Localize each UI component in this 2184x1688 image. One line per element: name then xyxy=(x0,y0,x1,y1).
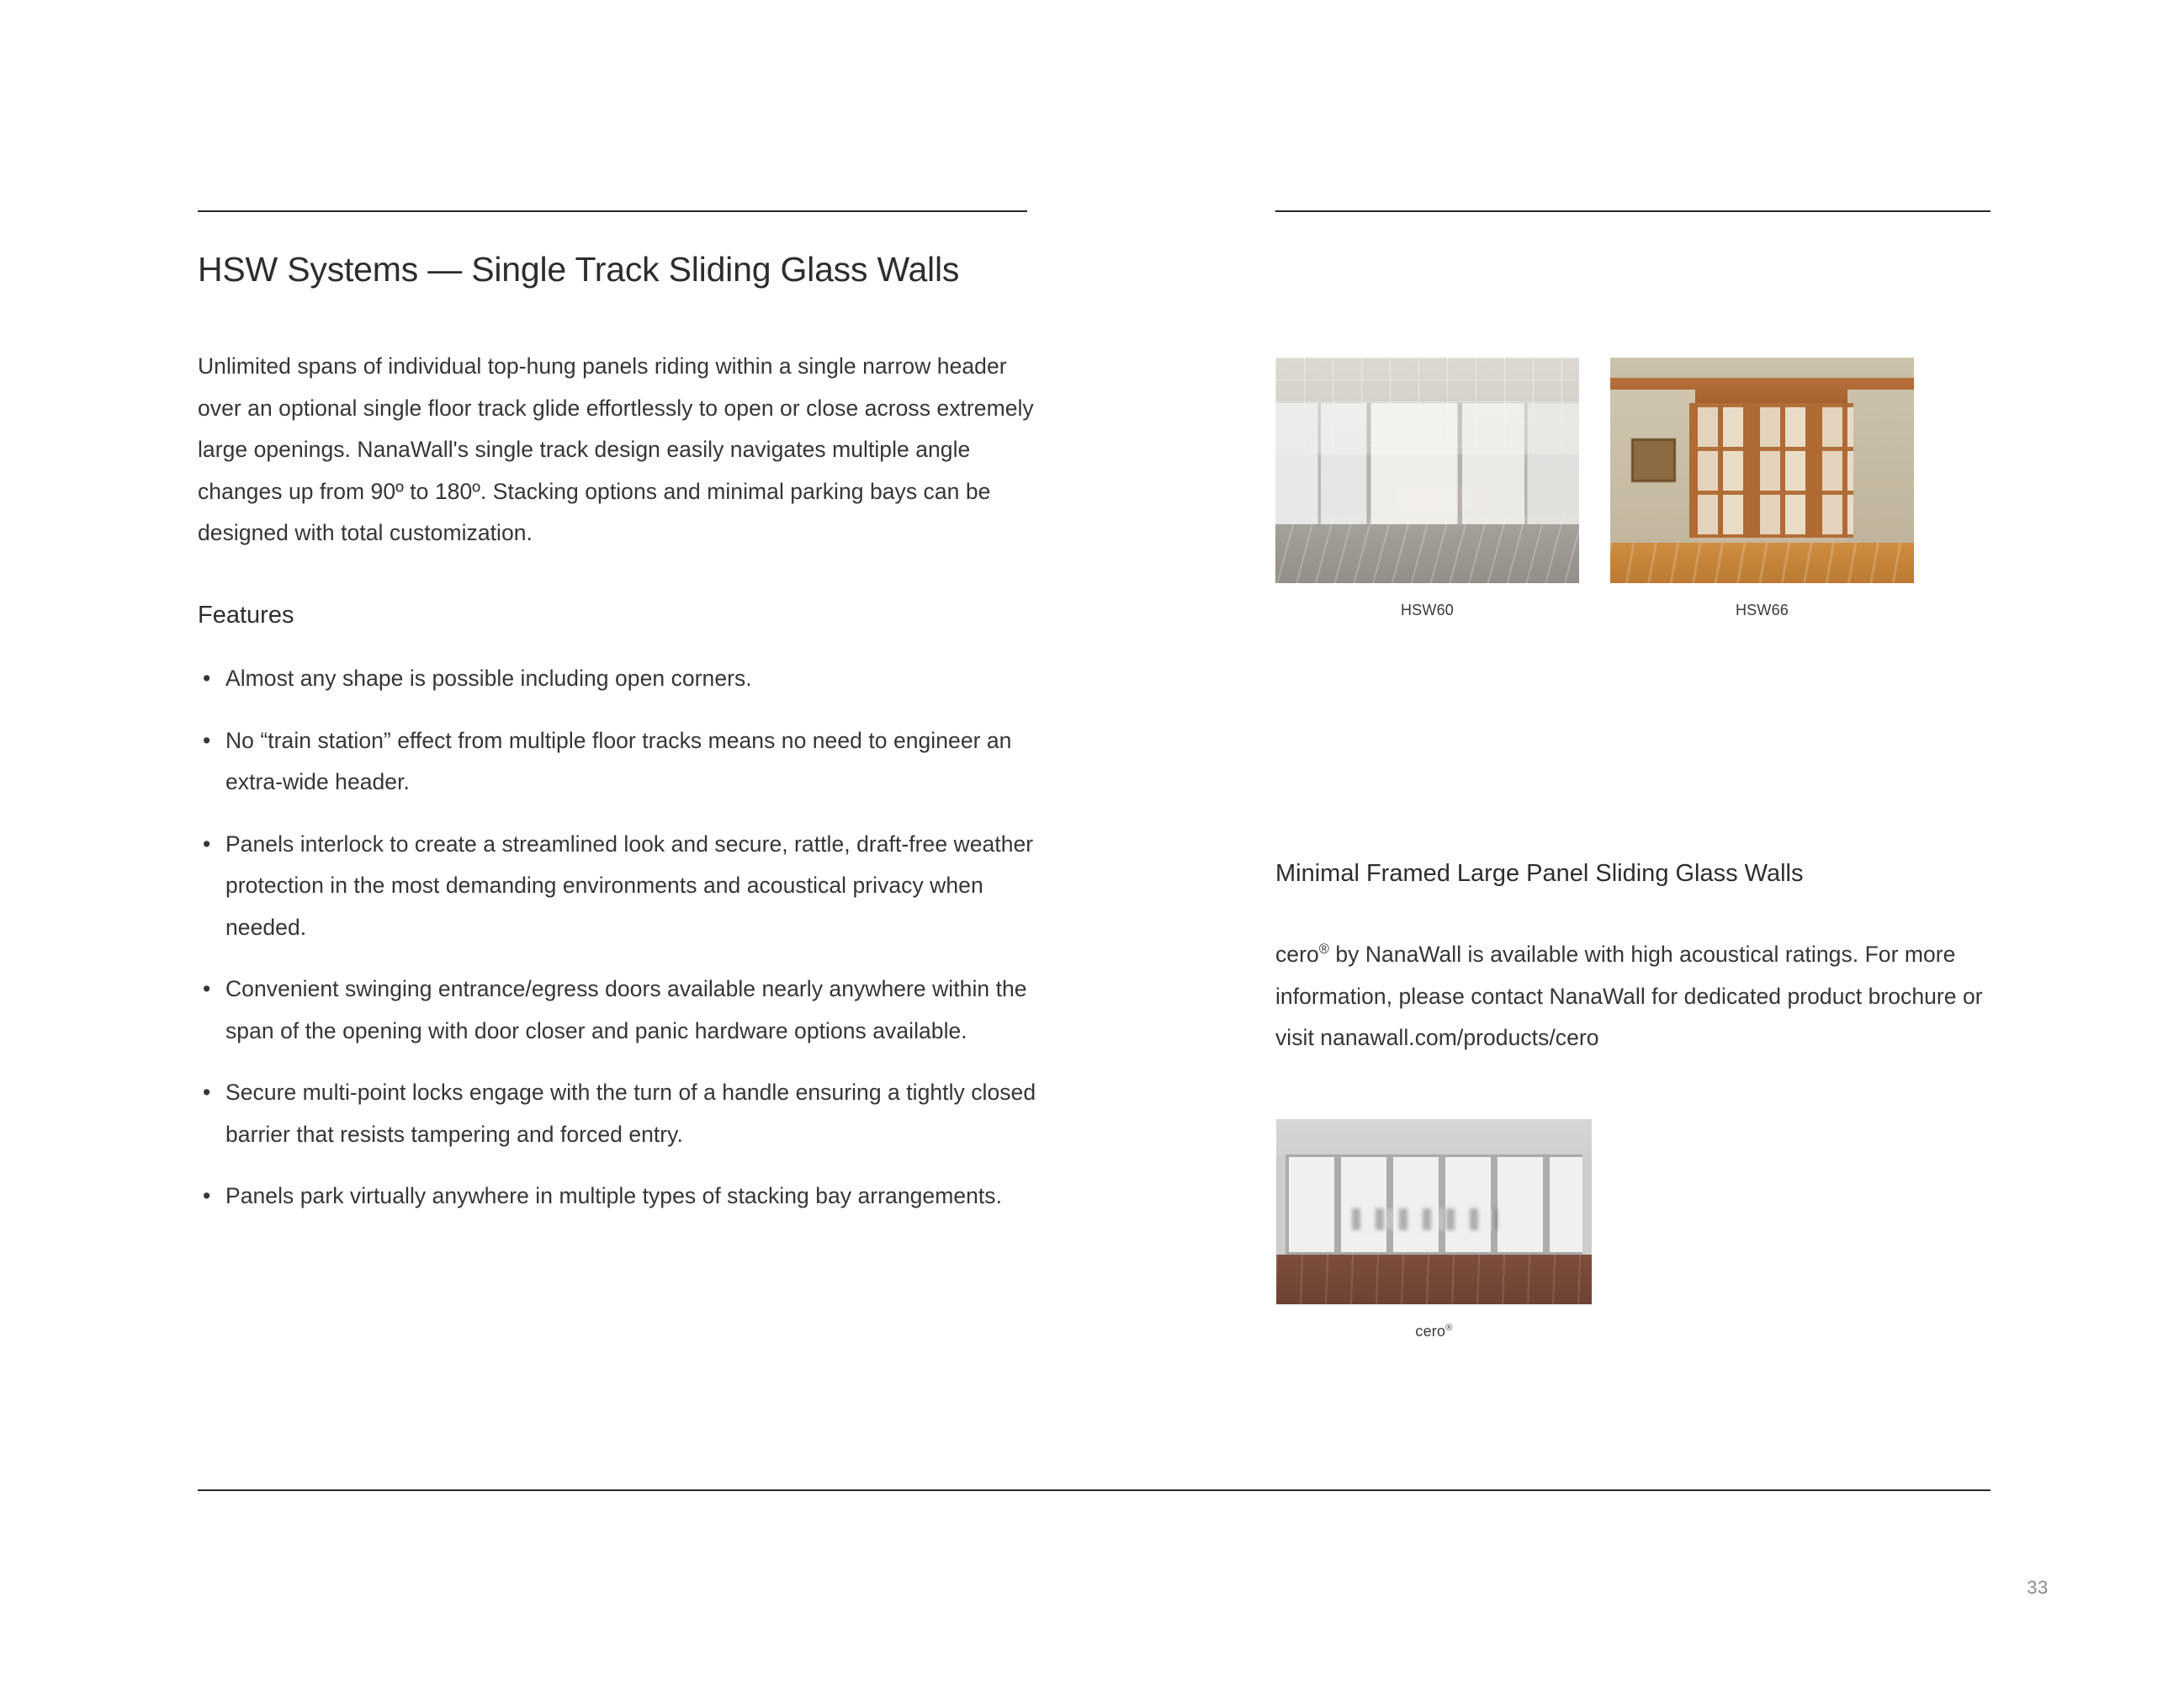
page-title: HSW Systems — Single Track Sliding Glass Walls xyxy=(198,250,960,289)
photo-hsw60 xyxy=(1275,358,1579,583)
features-list xyxy=(198,658,1047,1218)
photo-detail-floor xyxy=(1276,1255,1592,1304)
photo-detail-people xyxy=(1352,1208,1498,1230)
photo-detail-glass-wall xyxy=(1285,1155,1582,1255)
thumbnail-caption xyxy=(1276,1323,1592,1340)
list-item-text: Almost any shape is possible including open corners. xyxy=(225,666,752,692)
thumbnail-caption: HSW66 xyxy=(1735,602,1789,618)
left-column xyxy=(198,249,1047,1218)
product-thumbnail-row xyxy=(1275,358,1991,619)
section-minimal-framed xyxy=(1275,858,1991,1059)
list-item-text: Panels interlock to create a streamlined look and secure, rattle, draft-free weather protection in the most demanding environments and acoustical privacy when needed. xyxy=(225,831,1034,940)
photo-detail-ceiling xyxy=(1276,1119,1592,1158)
header-rule-right xyxy=(1275,210,1991,212)
list-item xyxy=(198,824,1047,949)
list-item-text: Secure multi-point locks engage with the turn of a handle ensuring a tightly closed barrier that resists tampering and forced entry. xyxy=(225,1080,1036,1147)
list-item-text: Panels park virtually anywhere in multiple types of stacking bay arrangements. xyxy=(225,1183,1003,1209)
section-body-paragraph xyxy=(1275,929,1991,1059)
list-item xyxy=(198,658,1047,700)
list-item xyxy=(198,720,1047,804)
bullet-icon: • xyxy=(203,1080,211,1106)
registered-mark-icon: ® xyxy=(1445,1323,1453,1333)
photo-detail-doors xyxy=(1689,403,1853,539)
product-thumbnail-cero xyxy=(1276,1119,1592,1340)
photo-detail-artwork xyxy=(1631,438,1676,482)
section-body-text: by NanaWall is available with high acoustical ratings. For more information, please contact NanaWall for dedicated product brochure or visit nanawall.com/products/cero xyxy=(1275,942,1983,1051)
list-item xyxy=(198,1176,1047,1218)
photo-cero xyxy=(1276,1119,1592,1304)
cero-caption-text: cero xyxy=(1415,1323,1446,1340)
list-item xyxy=(198,1072,1047,1155)
photo-detail-floor xyxy=(1610,543,1914,583)
section-heading: Minimal Framed Large Panel Sliding Glass Walls xyxy=(1275,860,1804,887)
product-thumbnail-hsw66 xyxy=(1610,358,1914,619)
photo-detail-wall-right xyxy=(1847,390,1914,543)
bullet-icon: • xyxy=(203,666,211,692)
header-rule-left xyxy=(198,210,1027,212)
intro-paragraph: Unlimited spans of individual top-hung panels riding within a single narrow header over an optional single floor track glide effortlessly to open or close across extremely large openings. NanaWall's single track design easily navigates multiple angle changes up from 90º to 180º. Stacking options and minimal parking bays can be designed with total customization. xyxy=(198,353,1034,546)
list-item-text: Convenient swinging entrance/egress doors available nearly anywhere within the span of the opening with door closer and panic hardware options available. xyxy=(225,976,1027,1043)
photo-detail-floor xyxy=(1275,516,1579,583)
page-number: 33 xyxy=(2027,1577,2049,1598)
list-item xyxy=(198,969,1047,1052)
cero-wordmark: cero xyxy=(1275,942,1319,968)
bullet-icon: • xyxy=(203,831,211,857)
product-thumbnail-hsw60 xyxy=(1275,358,1579,619)
bullet-icon: • xyxy=(203,976,211,1002)
bullet-icon: • xyxy=(203,727,211,753)
footer-rule xyxy=(198,1489,1991,1491)
list-item-text: No “train station” effect from multiple floor tracks means no need to engineer an extra-wide header. xyxy=(225,727,1012,795)
features-heading: Features xyxy=(198,601,294,629)
intro-paragraph-wrap xyxy=(198,346,1047,555)
thumbnail-caption: HSW60 xyxy=(1400,602,1454,618)
registered-mark-icon: ® xyxy=(1318,942,1329,958)
photo-hsw66 xyxy=(1610,358,1914,583)
photo-detail-chairs xyxy=(1397,486,1476,511)
bullet-icon: • xyxy=(203,1183,211,1209)
